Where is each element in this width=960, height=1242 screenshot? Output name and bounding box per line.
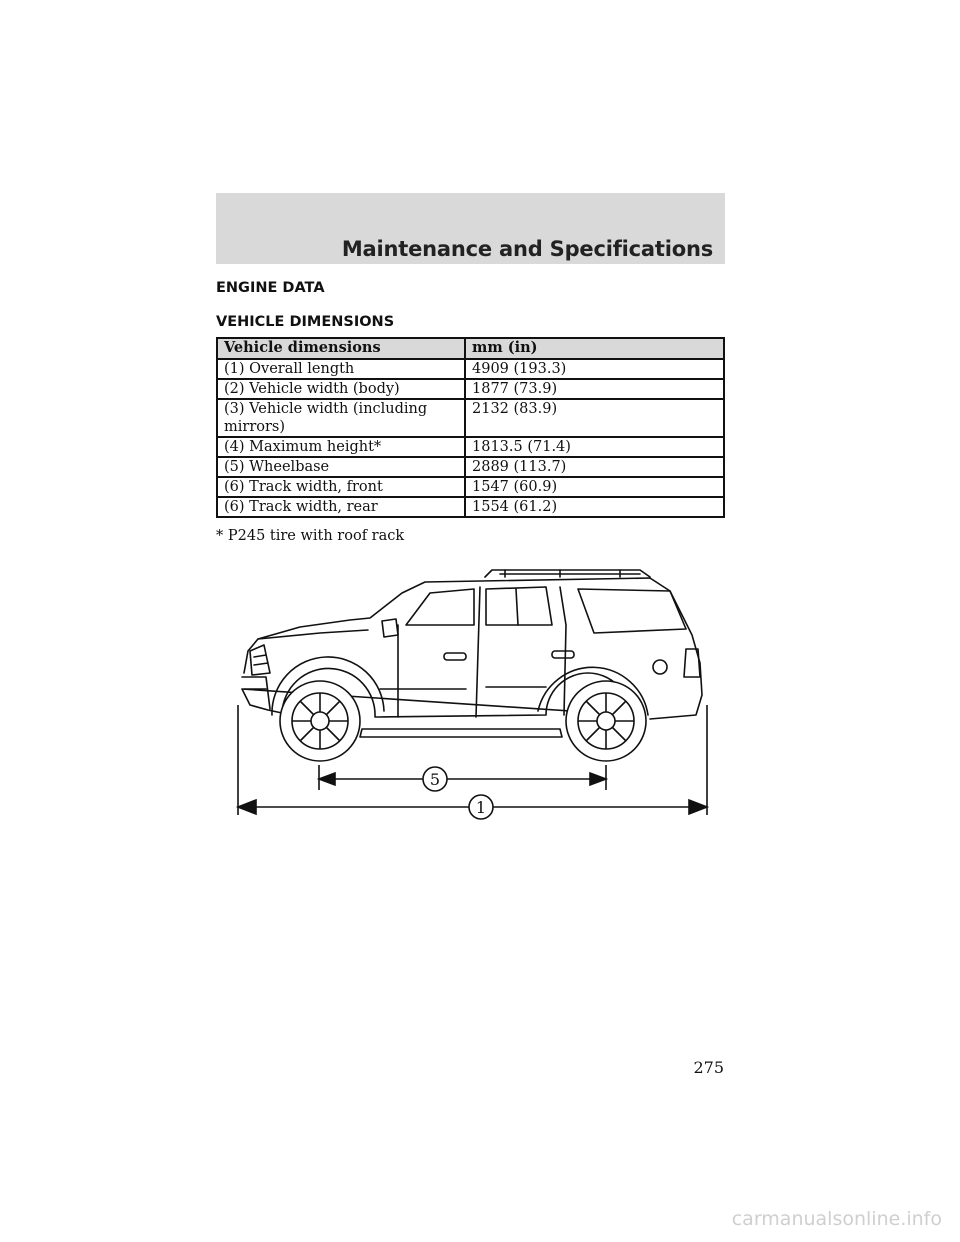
dimension-name: (4) Maximum height*: [217, 437, 465, 457]
dimension-name: (6) Track width, front: [217, 477, 465, 497]
table-header-row: [217, 338, 724, 359]
section-title: Maintenance and Specifications: [341, 237, 713, 261]
footnote: * P245 tire with roof rack: [216, 528, 405, 544]
dimension-value: 1554 (61.2): [465, 497, 724, 517]
body-crease: [380, 687, 546, 689]
engine-data-heading: ENGINE DATA: [216, 280, 325, 296]
table-row: [217, 399, 724, 437]
front-window: [406, 589, 474, 625]
tail-light: [684, 649, 700, 677]
table-row: [217, 359, 724, 379]
table-row: [217, 497, 724, 517]
front-bumper: [242, 677, 270, 709]
roof-rack: [485, 570, 650, 577]
dimension-name: (6) Track width, rear: [217, 497, 465, 517]
dimension-name: (5) Wheelbase: [217, 457, 465, 477]
dimension-name: (3) Vehicle width (including mirrors): [217, 399, 465, 437]
vehicle-side-view-diagram: [230, 565, 720, 835]
front-door-handle: [444, 653, 466, 660]
column-header-value: mm (in): [465, 338, 724, 359]
dimension-name: (2) Vehicle width (body): [217, 379, 465, 399]
rear-door-window: [486, 587, 552, 625]
section-header-band: [216, 193, 725, 264]
length-callout-label: 1: [475, 798, 487, 817]
dimension-value: 2132 (83.9): [465, 399, 724, 437]
column-header-dimension: Vehicle dimensions: [217, 338, 465, 359]
rear-quarter-window: [578, 589, 686, 633]
table-row: [217, 477, 724, 497]
dimension-value: 1877 (73.9): [465, 379, 724, 399]
grille: [250, 645, 270, 675]
side-mirror: [382, 619, 398, 637]
door-seams: [398, 587, 566, 717]
dimension-value: 1547 (60.9): [465, 477, 724, 497]
vehicle-dimensions-heading: VEHICLE DIMENSIONS: [216, 314, 395, 330]
wheelbase-callout-label: 5: [429, 770, 441, 789]
table-row: [217, 457, 724, 477]
dimension-value: 1813.5 (71.4): [465, 437, 724, 457]
wheelbase-dimension: [319, 765, 606, 790]
rear-door-handle: [552, 651, 574, 658]
dimension-name: (1) Overall length: [217, 359, 465, 379]
rear-wheel: [566, 681, 646, 761]
dimension-value: 4909 (193.3): [465, 359, 724, 379]
fuel-door: [653, 660, 667, 674]
vehicle-dimensions-table: [216, 337, 725, 518]
dimension-value: 2889 (113.7): [465, 457, 724, 477]
front-wheel: [280, 681, 360, 761]
table-row: [217, 437, 724, 457]
page-number: 275: [693, 1058, 724, 1077]
table-row: [217, 379, 724, 399]
watermark[interactable]: carmanualsonline.info: [731, 1208, 942, 1230]
running-board: [360, 729, 562, 737]
